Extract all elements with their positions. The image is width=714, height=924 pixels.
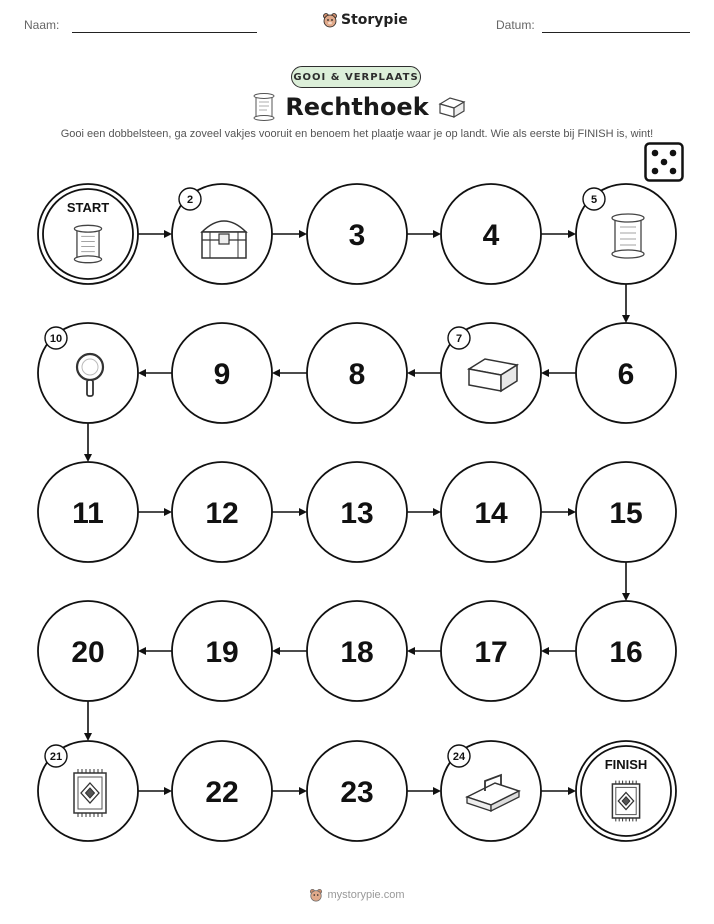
cell-number: 8 <box>348 358 366 391</box>
svg-text:21: 21 <box>49 751 63 763</box>
board-cell-2 <box>172 184 272 284</box>
cell-number-badge <box>45 745 67 767</box>
cell-number: 23 <box>340 776 374 809</box>
cell-number: 16 <box>609 636 643 669</box>
board-cell-12 <box>172 462 272 562</box>
footer-url[interactable]: mystorypie.com <box>327 889 405 901</box>
board-cell-17 <box>441 601 541 701</box>
board-cell-11 <box>38 462 138 562</box>
cell-number-badge <box>448 745 470 767</box>
block-icon <box>469 359 517 391</box>
cell-number: 4 <box>482 219 500 252</box>
svg-text:2: 2 <box>186 194 194 206</box>
start-cell <box>38 184 138 284</box>
svg-text:5: 5 <box>590 194 598 206</box>
cell-number-badge <box>45 327 67 349</box>
cell-number: 18 <box>340 636 374 669</box>
board-cell-5 <box>576 184 676 284</box>
cell-number: 3 <box>348 219 366 252</box>
scroll-icon <box>74 225 101 262</box>
board-cell-14 <box>441 462 541 562</box>
rug-icon <box>74 769 106 817</box>
board-cell-8 <box>307 323 407 423</box>
instructions-text: Gooi een dobbelsteen, ga zoveel vakjes vooruit en benoem het plaatje waar je op landt. Wie als eerste bij FINISH is, wint! <box>60 128 654 140</box>
board-cell-22 <box>172 741 272 841</box>
board-cell-16 <box>576 601 676 701</box>
brand-name: Storypie <box>341 12 408 28</box>
board-cell-15 <box>576 462 676 562</box>
cell-number: 14 <box>474 497 508 530</box>
cell-number: 17 <box>474 636 508 669</box>
cell-number: 11 <box>72 497 104 530</box>
board-cell-4 <box>441 184 541 284</box>
page-title: Rechthoek <box>285 93 429 121</box>
finish-cell <box>576 741 676 841</box>
svg-text:10: 10 <box>49 333 63 345</box>
board-cell-7 <box>441 323 541 423</box>
board-cell-21 <box>38 741 138 841</box>
cell-number: 19 <box>205 636 239 669</box>
board-cell-18 <box>307 601 407 701</box>
cell-number-badge <box>583 188 605 210</box>
cell-number: 20 <box>71 636 105 669</box>
board-cell-10 <box>38 323 138 423</box>
board-cell-9 <box>172 323 272 423</box>
treasure-chest-icon <box>202 221 246 258</box>
board-cell-23 <box>307 741 407 841</box>
svg-text:7: 7 <box>455 333 463 345</box>
cell-number: 13 <box>340 497 374 530</box>
cell-number: 12 <box>205 497 239 530</box>
start-label: START <box>66 200 110 215</box>
finish-label: FINISH <box>604 757 648 772</box>
svg-text:24: 24 <box>452 751 466 763</box>
footer <box>0 888 714 902</box>
cell-number: 15 <box>609 497 643 530</box>
cell-number: 22 <box>205 776 239 809</box>
board-cell-19 <box>172 601 272 701</box>
board-cell-24 <box>441 741 541 841</box>
date-label: Datum: <box>496 18 535 32</box>
cell-number: 9 <box>213 358 231 391</box>
rug-icon <box>612 781 639 822</box>
cell-number: 6 <box>617 358 635 391</box>
game-type-badge: GOOI & VERPLAATS <box>291 66 421 88</box>
scroll-icon <box>612 214 644 258</box>
footer-bear-icon <box>309 888 323 902</box>
cell-number-badge <box>448 327 470 349</box>
board-cell-3 <box>307 184 407 284</box>
name-label: Naam: <box>24 18 60 32</box>
board-cell-6 <box>576 323 676 423</box>
cell-number-badge <box>179 188 201 210</box>
board-cell-20 <box>38 601 138 701</box>
board-cell-13 <box>307 462 407 562</box>
